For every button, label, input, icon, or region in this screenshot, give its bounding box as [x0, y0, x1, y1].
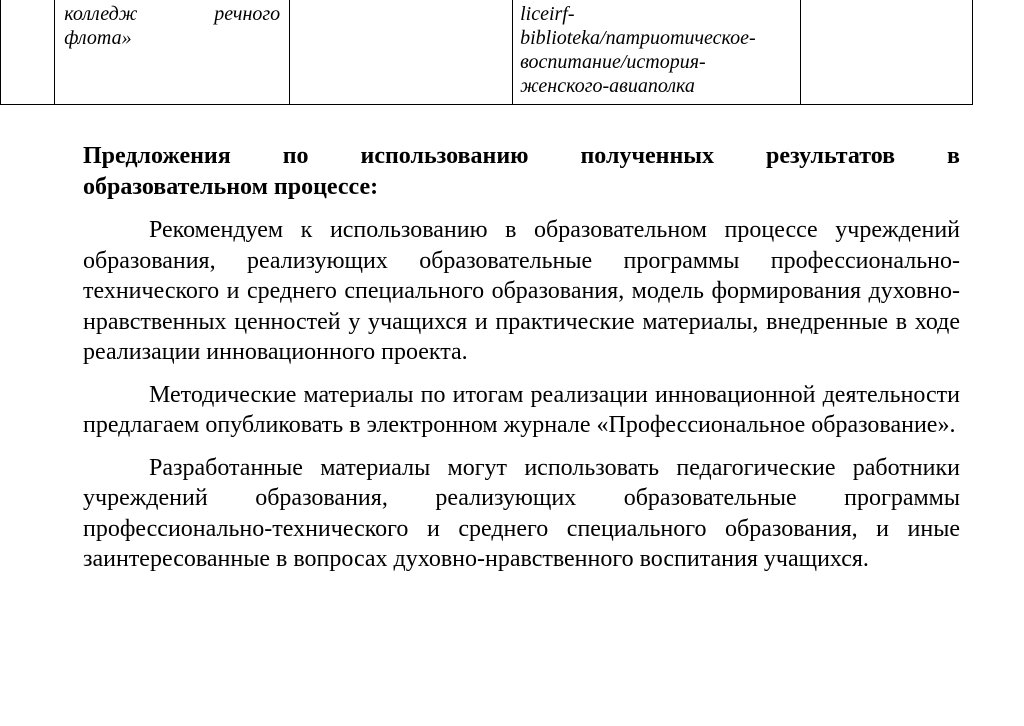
table-cell-link — [513, 0, 801, 105]
section-heading-line-2: образовательном процессе: — [83, 173, 379, 200]
table-row — [1, 0, 973, 105]
section-heading — [83, 141, 960, 202]
paragraph-publication: Методические материалы по итогам реализации инновационной деятельности предлагаем опубликовать в электронном журнале «Профессиональное образование». — [83, 381, 960, 438]
sources-table — [0, 0, 973, 105]
institution-line-2: флота» — [64, 27, 132, 49]
table-cell-note — [801, 0, 973, 105]
link-line-2: biblioteka/патриотическое- — [520, 27, 756, 49]
paragraph-usage: Разработанные материалы могут использовать педагогические работники учреждений образования, реализующих образовательные программы профессионально-технического и среднего специального образования, и иные заинтересованные в вопросах духовно-нравственного воспитания учащихся. — [83, 454, 960, 572]
table-cell-empty — [290, 0, 513, 105]
link-line-3: воспитание/история- — [520, 51, 706, 73]
document-body — [83, 141, 960, 587]
institution-line-1: колледж речного — [64, 3, 281, 25]
link-line-1: liceirf- — [520, 3, 575, 25]
link-line-4: женского-авиаполка — [520, 75, 695, 97]
paragraph-recommendation: Рекомендуем к использованию в образовательном процессе учреждений образования, реализующих образовательные программы профессионально-технического и среднего специального образования, модель формирования духовно-нравственных ценностей у учащихся и практические материалы, внедренные в ходе реализации инновационного проекта. — [83, 217, 960, 365]
section-heading-line-1: Предложения по использованию полученных результатов в — [83, 143, 960, 169]
table-cell-institution — [55, 0, 290, 105]
table-cell-number — [1, 0, 55, 105]
